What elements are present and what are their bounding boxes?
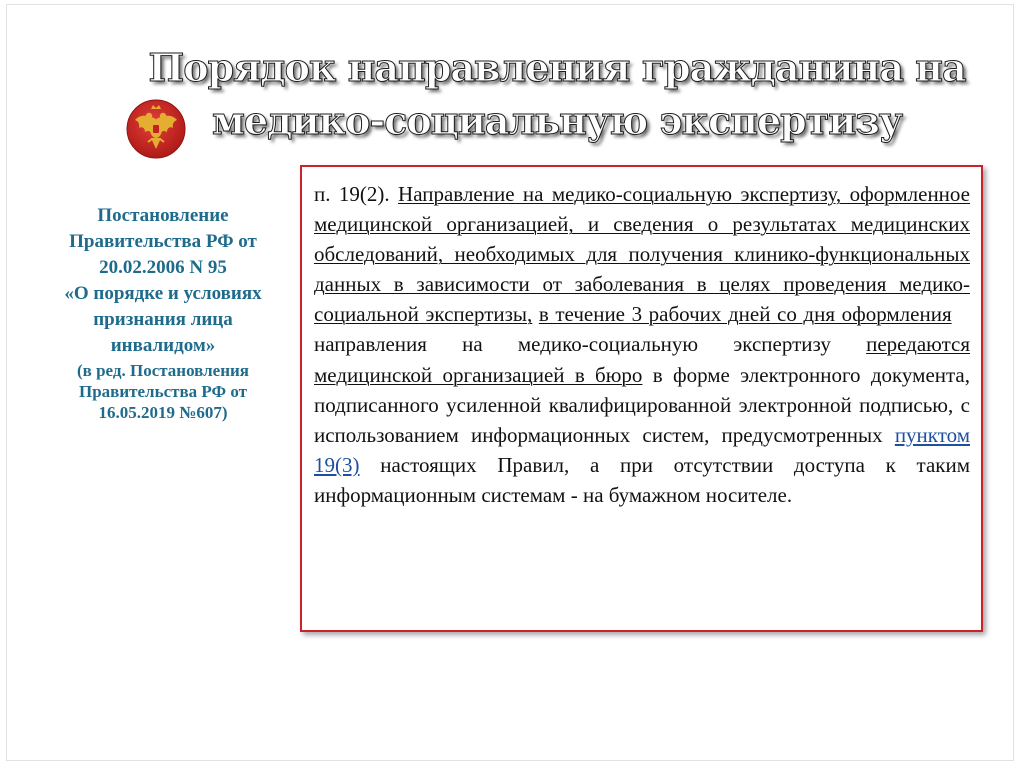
clause-box xyxy=(300,165,983,632)
clause-transfer: передаются медицинской организацией в бюро xyxy=(314,332,971,387)
clause-text xyxy=(314,179,970,510)
russian-coat-of-arms-icon xyxy=(126,99,186,159)
clause-number: п. 19(2). xyxy=(314,182,390,206)
law-reference-title: Постановление Правительства РФ от 20.02.2006 N 95 «О порядке и условиях признания лица инвалидом» xyxy=(64,205,262,356)
clause-link-19-3[interactable]: пунктом 19(3) xyxy=(314,422,971,477)
clause-deadline: в течение 3 рабочих дней со дня оформления xyxy=(538,302,952,327)
clause-part-2: направления на медико-социальную экспертизу xyxy=(314,332,831,357)
clause-part-3: в форме электронного документа, подписанного усиленной квалифицированной электронной подписью, с использованием информационных систем, предусмотренных xyxy=(314,362,971,447)
law-reference xyxy=(29,203,297,423)
law-edition-note: (в ред. Постановления Правительства РФ от 16.05.2019 №607) xyxy=(77,361,249,422)
slide-title: Порядок направления гражданина на медико-социальную экспертизу xyxy=(148,45,966,143)
clause-part-4: настоящих Правил, а при отсутствии доступа к таким информационным системам - на бумажном носителе. xyxy=(314,452,970,507)
slide xyxy=(6,4,1014,761)
clause-part-1: Направление на медико-социальную экспертизу, оформленное медицинской организацией, и сведения о результатах медицинских обследований, необходимых для получения клинико-функциональных данных в зависимости от заболевания в целях проведения медико-социальной экспертизы, xyxy=(314,182,970,327)
